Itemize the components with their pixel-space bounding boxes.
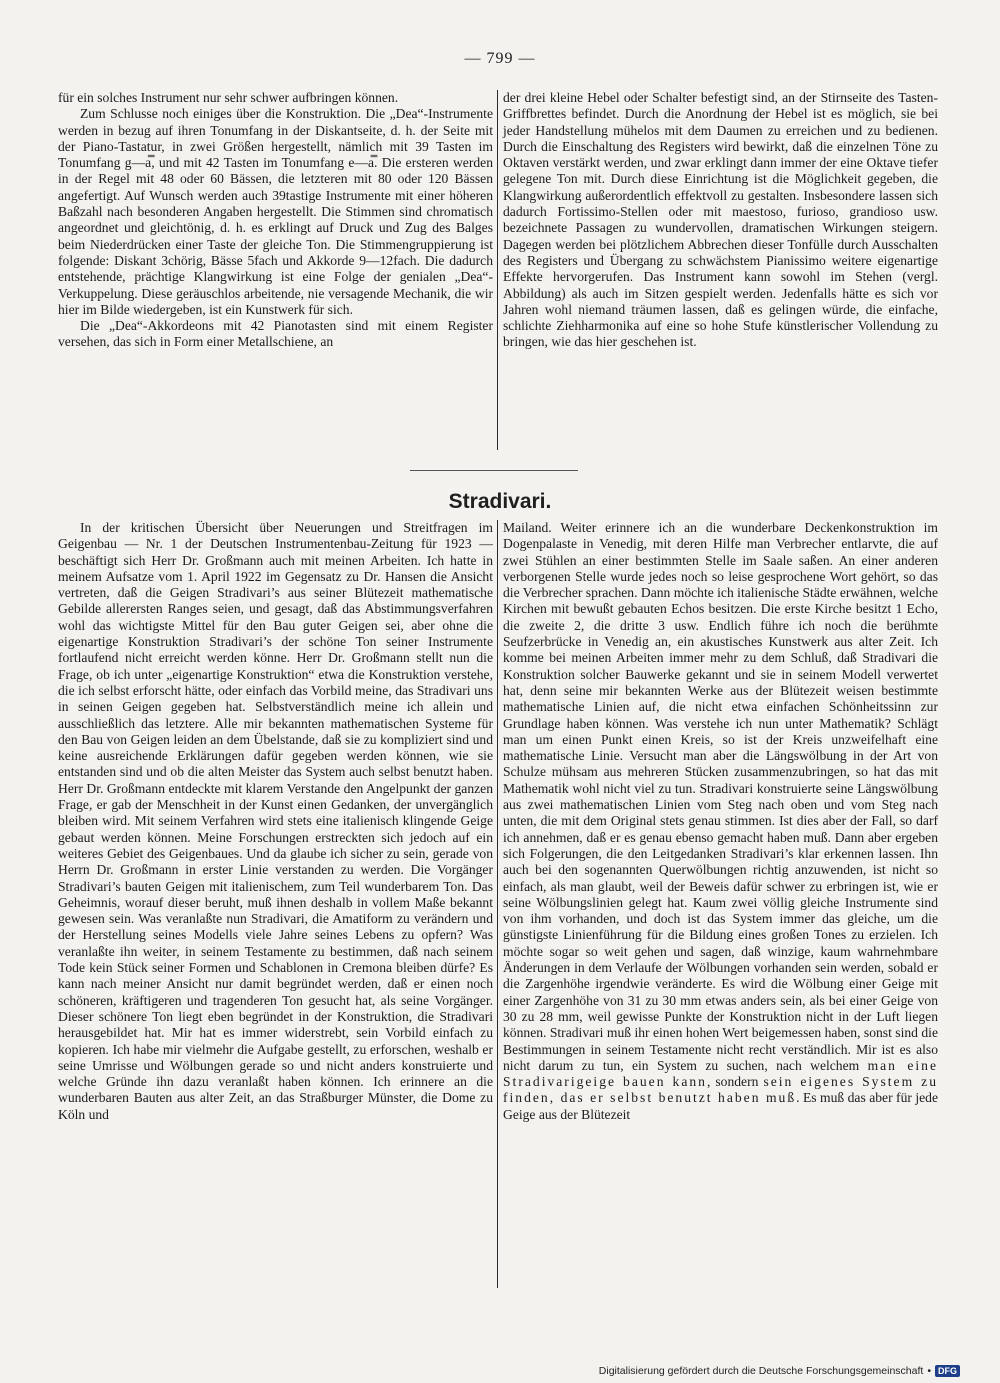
section-divider [410,470,578,471]
column-top-left [58,90,493,351]
footer-text: Digitalisierung gefördert durch die Deutsche Forschungsgemeinschaft [598,1365,924,1377]
column-top-right [503,90,938,351]
section-title: Stradivari. [448,490,552,513]
paragraph-text: Mailand. Weiter erinnere ich an die wunderbare Deckenkonstruktion im Dogenpalaste in Venedig, mit deren Hilfe man Verbrecher entlarvte, die auf zwei Stühlen an einer bestimmten Stelle im Saale saßen. An einer anderen verborgenen Stelle wurde jedes noch so leise gesprochene Wort gehört, so das die Verbrecher sprachen. Dann möchte ich italienische Städte erwähnen, welche Kirchen mit bewußt gebauten Echos besitzen. Die erste Kirche besitzt 1 Echo, die zweite 2, die dritte 3 usw. Endlich führe ich noch die berühmte Seufzerbrücke in Venedig an, ein akustisches Kunstwerk aus alter Zeit. Ich komme bei meinen Arbeiten immer mehr zu dem Schluß, daß Stradivari die Konstruktion solcher Bauwerke gekannt und sie in seinem Modell verwertet hat, denn seine mir bekannten Werke aus der Blütezeit weisen bestimmte mathematische Linien auf, die nicht etwa einfachen Schönheitssinn zur Grundlage haben können. Was verstehe ich nun unter Mathematik? Schlägt man um einen Punkt einen Kreis, so ist der Kreis unzweifelhaft eine mathematische Linie. Versucht man aber die Längswölbung in der Art von Schulze mühsam aus mehreren Stücken zusammenzubringen, so hat das mit Mathematik wohl nicht viel zu tun. Stradivari konstruierte seine Längswölbung aus zwei mathematischen Linien vom Steg nach oben und vom Steg nach unten, die mit dem Original stets genau stimmen. Ist dies aber der Fall, so darf ich annehmen, daß er es genau ebenso gemacht haben muß. Dann aber ergeben sich Folgerungen, die den Leitgedanken Stradivari’s klar erkennen lassen. Ihn auch bei den sogenannten Querwölbungen richtig anzuwenden, ist nicht so einfach, als man glaubt, weil der Beweis dafür schwer zu erbringen ist, wie er seine Wölbungslinien gelegt hat. Kaum zwei völlig gleiche Instrumente sind von ihm vorhanden, und doch ist das System immer das gleiche, um die günstigste Linienführung für die Bildung eines großen Tones zu erzielen. Ich möchte sogar so weit gehen und sagen, daß winzige, kaum wahrnehmbare Änderungen in dem Verlaufe der Wölbungen vorhanden sein werden, sobald er die Zargenhöhe irgendwie veränderte. Es wird die Wölbung einer Geige mit einer Zargenhöhe von 31 zu 30 mm etwas anders sein, als bei einer Geige von 30 zu 28 mm, weil gewisse Punkte der Konstruktion nicht in der Luft liegen können. Stradivari muß ihr einen hohen Wert beigemessen haben, sonst sind die Bestimmungen in seinem Testamente nicht recht verständlich. Mir ist es also nicht darum zu tun, ein System zu suchen, nach welchem [503,520,938,1073]
page-number: — 799 — [464,50,536,67]
paragraph [503,520,938,1123]
paragraph-text: , sondern [706,1074,764,1090]
dfg-logo: DFG [935,1365,960,1377]
column-bottom-left [58,520,493,1123]
paragraph-text: . Es muß das aber für jede Geige aus der Blütezeit [503,1090,938,1122]
paragraph: für ein solches Instrument nur sehr schwer aufbringen können. [58,90,399,105]
emphasized-text: man eine Stradivarigeige bauen kann [503,1057,938,1090]
paragraph: Zum Schlusse noch einiges über die Konstruktion. Die „Dea“-Instrumente werden in bezug auf ihren Tonumfang in der Diskantseite, d. h. der Seite mit der Piano-Tastatur, in zwei Größen hergestellt, nämlich mit 39 Tasten im Tonumfang g—a̿, und mit 42 Tasten im Tonumfang e—a̿. Die ersteren werden in der Regel mit 48 oder 60 Bässen, die letzteren mit 80 oder 120 Bässen angefertigt. Auf Wunsch werden auch 39tastige Instrumente mit einer höheren Baßzahl nach besonderen Angaben hergestellt. Die Stimmen sind chromatisch angeordnet und gleichtönig, d. h. es erklingt auf Druck und Zug des Balges beim Niederdrücken einer Taste der gleiche Ton. Die Stimmengruppierung ist folgende: Diskant 3chörig, Bässe 5fach und Akkorde 9—12fach. Die dadurch entstehende, prächtige Klangwirkung ist eine Folge der genialen „Dea“-Verkuppelung. Diese geräuschlos arbeitende, nie versagende Mechanik, die wir hier im Bilde wiedergeben, ist ein Kunstwerk für sich. [58,106,493,317]
column-divider [497,520,498,1288]
column-bottom-right [503,520,938,1123]
emphasized-text: sein eigenes System zu finden, das er selbst benutzt haben muß [503,1074,939,1106]
footer-separator-icon: • [927,1365,931,1377]
paragraph: In der kritischen Übersicht über Neuerungen und Streitfragen im Geigenbau — Nr. 1 der Deutschen Instrumentenbau-Zeitung für 1923 — beschäftigt sich Herr Dr. Großmann auch mit meinen Arbeiten. Ich hatte in meinem Aufsatze vom 1. April 1922 im Gegensatz zu Dr. Hansen die Ansicht vertreten, daß die Geigen Stradivari’s aus seiner Blütezeit mathematische Gebilde allerersten Ranges seien, und gesagt, daß das Abstimmungsverfahren wohl das wichtigste Mittel für den Bau guter Geigen sei, aber ohne die eigenartige Konstruktion Stradivari’s der schöne Ton seiner Instrumente fortlaufend nicht erreicht werden könne. Herr Dr. Großmann stellt nun die Frage, ob ich unter „eigenartige Konstruktion“ etwa die Konstruktion verstehe, die ich selbst erforscht hätte, oder einfach das Vorbild meine, das Stradivari uns in seinen Geigen gegeben hat. Selbstverständlich meine ich allein und ausschließlich das letztere. Alle mir bekannten mathematischen Systeme für den Bau von Geigen leiden an dem Übelstande, daß sie zu kompliziert sind und keine ausreichende Erklärungen dafür gegeben werden können, wie sie entstanden sind und ob die alten Meister das System auch selbst benutzt haben. Herr Dr. Großmann entdeckte mit klarem Verstande den Angelpunkt der ganzen Frage, er gab der Menschheit in der Kunst einen Gedanken, der unvergänglich bleiben wird. Mit seinem Verfahren wird stets eine italienisch klingende Geige gebaut werden können. Meine Forschungen erstreckten sich jedoch auf ein weiteres Gebiet des Geigenbaues. Und da glaube ich sicher zu sein, gerade von Herrn Dr. Großmann in erster Linie verstanden zu werden. Die Vorgänger Stradivari’s bauten Geigen mit italienischem, zum Teil wunderbarem Ton. Das Geheimnis, worauf dieser beruht, muß ihnen deshalb in vollem Maße bekannt gewesen sein. Was veranlaßte nun Stradivari, die Amatiform zu verändern und der Herstellung seines Modells viele Jahre seines Lebens zu opfern? Was veranlaßte ihn weiter, in seinem Testamente zu bestimmen, daß nach seinem Tode kein Stück seiner Formen und Schablonen in Cremona bleiben dürfe? Es kann nach meiner Ansicht nur damit begründet werden, daß er einen noch schöneren, kräftigeren und tragenderen Ton gesucht hat, als seine Vorgänger. Dieser schönere Ton liegt eben begründet in der Konstruktion, die Stradivari herausgebildet hat. Mir hat es immer widerstrebt, sein Vorbild einfach zu kopieren. Ich habe mir vielmehr die Aufgabe gestellt, zu erforschen, weshalb er seine Umrisse und Wölbungen gerade so und nicht anders konstruierte und welche Gründe ihn dazu veranlaßt haben können. Ich erinnere an die wunderbaren Bauten aus alter Zeit, an das Straßburger Münster, die Dome zu Köln und [58,520,493,1122]
paragraph: der drei kleine Hebel oder Schalter befestigt sind, an der Stirnseite des Tasten-Griffbrettes befindet. Durch die Anordnung der Hebel ist es möglich, sie bei jeder Handstellung mühelos mit dem Daumen zu erreichen und zu bedienen. Durch die Einschaltung des Registers wird bewirkt, daß die einzelnen Töne zu Oktaven verstärkt werden, und zwar erklingt dann immer der eine Oktave tiefer gelegene Ton mit. Durch diese Einrichtung ist die Möglichkeit gegeben, die Klangwirkung außerordentlich effektvoll zu gestalten. Insbesondere lassen sich dadurch Fortissimo-Stellen oder mit maestoso, furioso, grandioso usw. bezeichnete Passagen zu wundervollen, dramatischen Wirkungen steigern. Dagegen werden bei plötzlichem Abbrechen dieser Tonfülle durch Ausschalten des Registers und Übergang zu schwächstem Pianissimo weitere eigenartige Effekte hervorgerufen. Das Instrument kann sowohl im Stehen (vergl. Abbildung) als auch im Sitzen gespielt werden. Jedenfalls hätte es sich vor Jahren wohl niemand träumen lassen, daß es gelingen würde, die einfache, schlichte Ziehharmonika auf eine so hohe Stufe künstlerischer Vollendung zu bringen, wie das hier geschehen ist. [503,90,938,350]
footer [599,1365,960,1377]
paragraph: Die „Dea“-Akkordeons mit 42 Pianotasten sind mit einem Register versehen, das sich in Form einer Metallschiene, an [58,318,493,350]
column-divider [497,90,498,450]
